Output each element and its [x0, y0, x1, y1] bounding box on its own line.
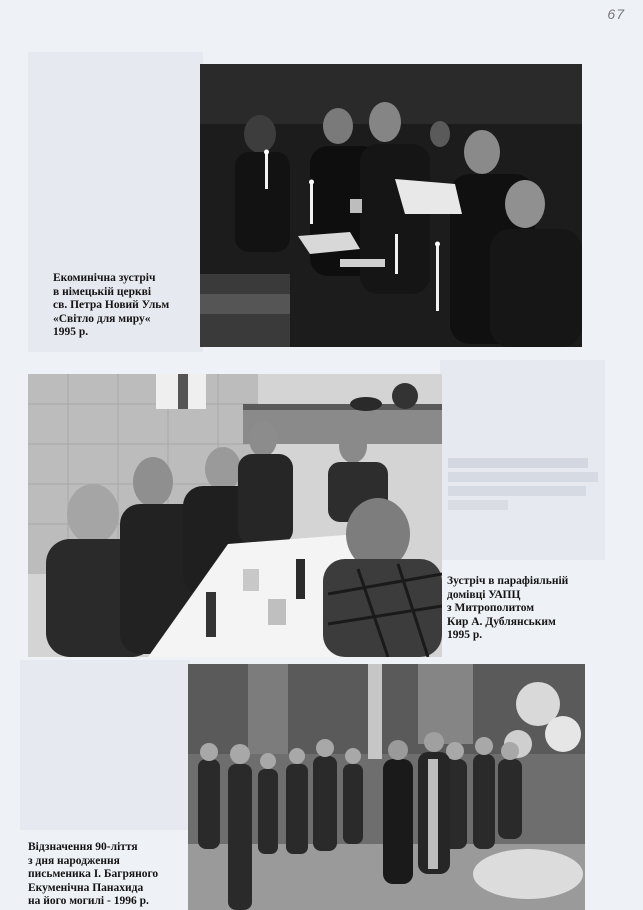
page-number: 67 [607, 6, 625, 22]
caption-line: 1995 р. [447, 629, 483, 641]
caption-line: св. Петра Новий Ульм [53, 299, 170, 311]
bleed-through-text [448, 458, 598, 510]
caption-line: на його могилі - 1996 р. [28, 895, 149, 907]
caption-line: письменика І. Багряного [28, 868, 159, 880]
photo-memorial-service [188, 664, 585, 910]
photo-parish-house-meeting [28, 374, 442, 657]
caption-line: Зустріч в парафіяльній [447, 575, 569, 587]
caption-line: з Митрополитом [447, 602, 535, 614]
caption-memorial-service [28, 841, 158, 909]
caption-line: Кир А. Дублянським [447, 615, 556, 628]
caption-line: 1995 р. [53, 326, 89, 338]
caption-line: домівці УАПЦ [447, 588, 521, 601]
photo-ecumenical-meeting [200, 64, 582, 347]
caption-line: з дня народження [28, 854, 120, 867]
caption-line: «Світло для миру« [53, 312, 151, 325]
bleed-through-area [20, 660, 190, 830]
caption-parish-house-meeting [447, 575, 568, 643]
caption-line: Відзначення 90-ліття [28, 841, 138, 853]
caption-ecumenical-meeting [53, 272, 169, 340]
caption-line: Екуменічна Панахида [28, 881, 144, 894]
caption-line: Екоминічна зустріч [53, 272, 156, 284]
caption-line: в німецькій церкві [53, 285, 152, 298]
